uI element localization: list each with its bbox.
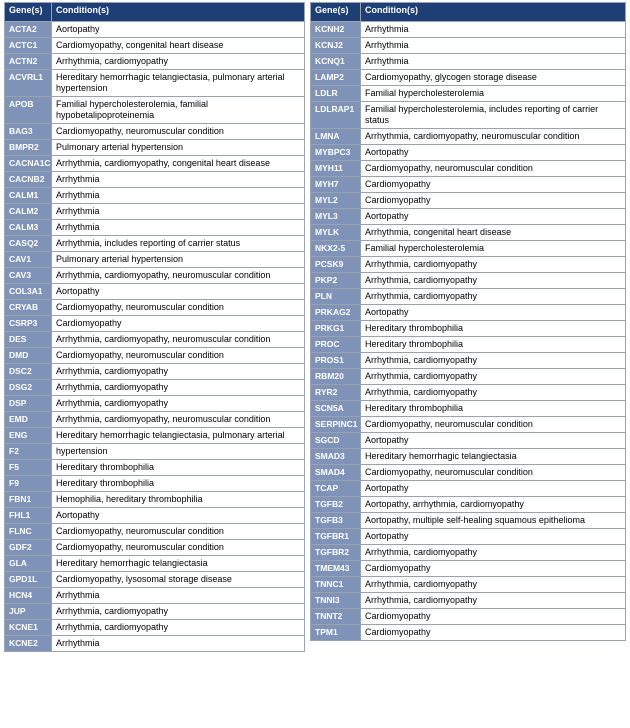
gene-cell: ACVRL1 xyxy=(5,70,52,97)
gene-cell: EMD xyxy=(5,412,52,428)
condition-cell: Arrhythmia, cardiomyopathy xyxy=(361,545,626,561)
gene-cell: RYR2 xyxy=(311,385,361,401)
table-row xyxy=(311,593,626,609)
condition-cell: Aortopathy xyxy=(361,529,626,545)
gene-cell: KCNE2 xyxy=(5,636,52,652)
gene-table-right xyxy=(310,2,626,641)
gene-cell: PRKG1 xyxy=(311,321,361,337)
gene-cell: DMD xyxy=(5,348,52,364)
gene-cell: CALM1 xyxy=(5,188,52,204)
condition-cell: Arrhythmia, cardiomyopathy xyxy=(361,257,626,273)
gene-cell: CASQ2 xyxy=(5,236,52,252)
condition-cell: Cardiomyopathy, neuromuscular condition xyxy=(52,540,305,556)
gene-cell: F5 xyxy=(5,460,52,476)
table-row xyxy=(311,289,626,305)
condition-cell: Arrhythmia, cardiomyopathy, neuromuscular condition xyxy=(361,129,626,145)
gene-cell: COL3A1 xyxy=(5,284,52,300)
gene-cell: CAV3 xyxy=(5,268,52,284)
gene-cell: LDLR xyxy=(311,86,361,102)
gene-cell: FBN1 xyxy=(5,492,52,508)
condition-cell: Arrhythmia, cardiomyopathy xyxy=(361,385,626,401)
table-row xyxy=(5,348,305,364)
condition-cell: Arrhythmia xyxy=(52,588,305,604)
table-row xyxy=(5,396,305,412)
condition-cell: Cardiomyopathy xyxy=(361,609,626,625)
condition-cell: Aortopathy xyxy=(361,433,626,449)
table-row xyxy=(5,540,305,556)
condition-cell: Cardiomyopathy, neuromuscular condition xyxy=(52,300,305,316)
condition-cell: Arrhythmia xyxy=(361,22,626,38)
condition-cell: Aortopathy xyxy=(361,209,626,225)
table-row xyxy=(5,572,305,588)
condition-cell: Hereditary thrombophilia xyxy=(361,401,626,417)
table-row xyxy=(5,588,305,604)
condition-cell: Arrhythmia, cardiomyopathy xyxy=(52,604,305,620)
table-row xyxy=(5,188,305,204)
table-row xyxy=(5,220,305,236)
condition-cell: Aortopathy xyxy=(52,508,305,524)
table-row xyxy=(5,38,305,54)
gene-cell: SMAD3 xyxy=(311,449,361,465)
table-row xyxy=(311,353,626,369)
condition-cell: Arrhythmia, cardiomyopathy xyxy=(361,273,626,289)
table-row xyxy=(311,225,626,241)
condition-cell: Hereditary thrombophilia xyxy=(52,460,305,476)
table-row xyxy=(5,140,305,156)
table-row xyxy=(5,556,305,572)
gene-cell: SCN5A xyxy=(311,401,361,417)
gene-cell: MYLK xyxy=(311,225,361,241)
table-row xyxy=(311,625,626,641)
gene-cell: CALM2 xyxy=(5,204,52,220)
gene-cell: MYBPC3 xyxy=(311,145,361,161)
gene-cell: TGFBR1 xyxy=(311,529,361,545)
gene-cell: FLNC xyxy=(5,524,52,540)
table-row xyxy=(311,337,626,353)
condition-cell: Arrhythmia, cardiomyopathy, congenital heart disease xyxy=(52,156,305,172)
table-row xyxy=(5,284,305,300)
table-row xyxy=(5,97,305,124)
table-row xyxy=(311,129,626,145)
gene-cell: DSG2 xyxy=(5,380,52,396)
condition-cell: Arrhythmia, cardiomyopathy, neuromuscular condition xyxy=(52,412,305,428)
gene-cell: F2 xyxy=(5,444,52,460)
table-row xyxy=(5,524,305,540)
gene-cell: KCNJ2 xyxy=(311,38,361,54)
gene-cell: MYH7 xyxy=(311,177,361,193)
condition-cell: Arrhythmia, cardiomyopathy, neuromuscular condition xyxy=(52,332,305,348)
condition-cell: Familial hypercholesterolemia xyxy=(361,241,626,257)
condition-cell: Aortopathy xyxy=(361,305,626,321)
condition-cell: Cardiomyopathy xyxy=(52,316,305,332)
table-row xyxy=(311,449,626,465)
table-row xyxy=(311,401,626,417)
condition-cell: Arrhythmia, cardiomyopathy xyxy=(52,396,305,412)
gene-cell: DES xyxy=(5,332,52,348)
table-row xyxy=(311,241,626,257)
gene-cell: PROS1 xyxy=(311,353,361,369)
gene-cell: TCAP xyxy=(311,481,361,497)
gene-cell: CACNA1C xyxy=(5,156,52,172)
table-row xyxy=(5,508,305,524)
gene-cell: ACTC1 xyxy=(5,38,52,54)
gene-cell: CSRP3 xyxy=(5,316,52,332)
gene-cell: SERPINC1 xyxy=(311,417,361,433)
condition-cell: Pulmonary arterial hypertension xyxy=(52,140,305,156)
gene-cell: TGFB3 xyxy=(311,513,361,529)
condition-column-header: Condition(s) xyxy=(52,3,305,22)
condition-cell: Arrhythmia, cardiomyopathy xyxy=(52,620,305,636)
gene-cell: APOB xyxy=(5,97,52,124)
table-row xyxy=(5,444,305,460)
table-row xyxy=(311,305,626,321)
gene-cell: LDLRAP1 xyxy=(311,102,361,129)
gene-cell: HCN4 xyxy=(5,588,52,604)
table-row xyxy=(311,209,626,225)
gene-cell: KCNQ1 xyxy=(311,54,361,70)
table-row xyxy=(311,529,626,545)
condition-cell: Familial hypercholesterolemia, familial hypobetalipoproteinemia xyxy=(52,97,305,124)
gene-table-left-body xyxy=(5,22,305,652)
condition-cell: Cardiomyopathy xyxy=(361,177,626,193)
table-row xyxy=(5,236,305,252)
gene-cell: TNNC1 xyxy=(311,577,361,593)
table-row xyxy=(5,156,305,172)
table-row xyxy=(311,609,626,625)
table-row xyxy=(311,102,626,129)
table-row xyxy=(311,70,626,86)
gene-cell: KCNE1 xyxy=(5,620,52,636)
gene-cell: SMAD4 xyxy=(311,465,361,481)
gene-cell: PLN xyxy=(311,289,361,305)
table-row xyxy=(311,417,626,433)
table-row xyxy=(311,545,626,561)
condition-cell: Cardiomyopathy, neuromuscular condition xyxy=(52,124,305,140)
condition-cell: Arrhythmia, cardiomyopathy xyxy=(361,577,626,593)
gene-cell: F9 xyxy=(5,476,52,492)
condition-cell: Arrhythmia, cardiomyopathy xyxy=(52,364,305,380)
table-row xyxy=(311,513,626,529)
table-row xyxy=(5,412,305,428)
condition-cell: Arrhythmia xyxy=(52,204,305,220)
condition-cell: Cardiomyopathy, congenital heart disease xyxy=(52,38,305,54)
condition-cell: Arrhythmia xyxy=(52,636,305,652)
gene-cell: DSC2 xyxy=(5,364,52,380)
gene-cell: TGFBR2 xyxy=(311,545,361,561)
table-row xyxy=(5,604,305,620)
table-row xyxy=(311,177,626,193)
gene-cell: LMNA xyxy=(311,129,361,145)
condition-cell: Cardiomyopathy, neuromuscular condition xyxy=(52,348,305,364)
gene-cell: BMPR2 xyxy=(5,140,52,156)
gene-cell: BAG3 xyxy=(5,124,52,140)
table-row xyxy=(311,22,626,38)
condition-cell: Arrhythmia, cardiomyopathy xyxy=(361,369,626,385)
gene-column-header: Gene(s) xyxy=(311,3,361,22)
gene-cell: SGCD xyxy=(311,433,361,449)
gene-cell: CAV1 xyxy=(5,252,52,268)
table-row xyxy=(5,460,305,476)
condition-cell: Hereditary hemorrhagic telangiectasia, pulmonary arterial hypertension xyxy=(52,70,305,97)
gene-cell: MYL2 xyxy=(311,193,361,209)
table-row xyxy=(311,38,626,54)
gene-cell: KCNH2 xyxy=(311,22,361,38)
condition-cell: Cardiomyopathy, neuromuscular condition xyxy=(361,417,626,433)
condition-cell: Arrhythmia, cardiomyopathy, neuromuscular condition xyxy=(52,268,305,284)
table-row xyxy=(311,86,626,102)
condition-cell: Cardiomyopathy xyxy=(361,625,626,641)
table-row xyxy=(5,172,305,188)
condition-cell: hypertension xyxy=(52,444,305,460)
condition-cell: Cardiomyopathy, neuromuscular condition xyxy=(361,161,626,177)
gene-cell: CACNB2 xyxy=(5,172,52,188)
gene-cell: FHL1 xyxy=(5,508,52,524)
condition-cell: Aortopathy, multiple self-healing squamous epithelioma xyxy=(361,513,626,529)
table-row xyxy=(311,145,626,161)
condition-cell: Aortopathy xyxy=(361,145,626,161)
condition-cell: Arrhythmia, cardiomyopathy xyxy=(361,289,626,305)
condition-cell: Arrhythmia, cardiomyopathy xyxy=(52,380,305,396)
gene-cell: MYL3 xyxy=(311,209,361,225)
condition-cell: Hereditary thrombophilia xyxy=(361,337,626,353)
condition-column-header: Condition(s) xyxy=(361,3,626,22)
condition-cell: Arrhythmia xyxy=(361,38,626,54)
gene-cell: TNNI3 xyxy=(311,593,361,609)
table-row xyxy=(311,577,626,593)
condition-cell: Aortopathy xyxy=(52,22,305,38)
condition-cell: Cardiomyopathy xyxy=(361,193,626,209)
gene-table-left xyxy=(4,2,305,652)
table-row xyxy=(5,124,305,140)
gene-cell: TMEM43 xyxy=(311,561,361,577)
header-row xyxy=(311,3,626,22)
table-row xyxy=(5,428,305,444)
table-row xyxy=(311,481,626,497)
table-row xyxy=(311,193,626,209)
condition-cell: Hereditary thrombophilia xyxy=(361,321,626,337)
condition-cell: Hereditary hemorrhagic telangiectasia xyxy=(361,449,626,465)
condition-cell: Cardiomyopathy xyxy=(361,561,626,577)
condition-cell: Arrhythmia, cardiomyopathy xyxy=(361,593,626,609)
condition-cell: Aortopathy xyxy=(52,284,305,300)
table-row xyxy=(311,54,626,70)
gene-cell: ENG xyxy=(5,428,52,444)
gene-cell: ACTA2 xyxy=(5,22,52,38)
condition-cell: Hereditary hemorrhagic telangiectasia, pulmonary arterial xyxy=(52,428,305,444)
table-row xyxy=(311,433,626,449)
table-row xyxy=(5,316,305,332)
gene-cell: JUP xyxy=(5,604,52,620)
table-row xyxy=(311,385,626,401)
condition-cell: Familial hypercholesterolemia, includes reporting of carrier status xyxy=(361,102,626,129)
gene-cell: TNNT2 xyxy=(311,609,361,625)
gene-cell: MYH11 xyxy=(311,161,361,177)
table-row xyxy=(311,161,626,177)
gene-cell: GPD1L xyxy=(5,572,52,588)
condition-cell: Cardiomyopathy, glycogen storage disease xyxy=(361,70,626,86)
table-row xyxy=(5,204,305,220)
table-row xyxy=(5,70,305,97)
condition-cell: Arrhythmia, cardiomyopathy xyxy=(361,353,626,369)
gene-cell: TPM1 xyxy=(311,625,361,641)
gene-cell: ACTN2 xyxy=(5,54,52,70)
condition-cell: Pulmonary arterial hypertension xyxy=(52,252,305,268)
condition-cell: Arrhythmia xyxy=(52,172,305,188)
condition-cell: Arrhythmia, congenital heart disease xyxy=(361,225,626,241)
condition-cell: Arrhythmia, cardiomyopathy xyxy=(52,54,305,70)
condition-cell: Hereditary hemorrhagic telangiectasia xyxy=(52,556,305,572)
gene-column-header: Gene(s) xyxy=(5,3,52,22)
condition-cell: Hemophilia, hereditary thrombophilia xyxy=(52,492,305,508)
condition-cell: Arrhythmia xyxy=(52,220,305,236)
table-row xyxy=(5,636,305,652)
gene-cell: CALM3 xyxy=(5,220,52,236)
gene-cell: LAMP2 xyxy=(311,70,361,86)
table-row xyxy=(5,252,305,268)
gene-cell: PROC xyxy=(311,337,361,353)
table-row xyxy=(5,492,305,508)
condition-cell: Cardiomyopathy, neuromuscular condition xyxy=(361,465,626,481)
gene-cell: PKP2 xyxy=(311,273,361,289)
table-row xyxy=(5,268,305,284)
gene-cell: NKX2-5 xyxy=(311,241,361,257)
condition-cell: Hereditary thrombophilia xyxy=(52,476,305,492)
condition-cell: Arrhythmia, includes reporting of carrier status xyxy=(52,236,305,252)
table-row xyxy=(311,497,626,513)
table-row xyxy=(5,380,305,396)
gene-cell: GLA xyxy=(5,556,52,572)
table-row xyxy=(311,465,626,481)
table-row xyxy=(5,364,305,380)
gene-cell: RBM20 xyxy=(311,369,361,385)
table-row xyxy=(5,54,305,70)
condition-cell: Arrhythmia xyxy=(52,188,305,204)
gene-cell: CRYAB xyxy=(5,300,52,316)
table-row xyxy=(311,273,626,289)
table-row xyxy=(311,369,626,385)
table-row xyxy=(311,561,626,577)
condition-cell: Arrhythmia xyxy=(361,54,626,70)
gene-cell: PCSK9 xyxy=(311,257,361,273)
gene-cell: PRKAG2 xyxy=(311,305,361,321)
condition-cell: Cardiomyopathy, neuromuscular condition xyxy=(52,524,305,540)
gene-cell: GDF2 xyxy=(5,540,52,556)
table-row xyxy=(5,476,305,492)
condition-cell: Familial hypercholesterolemia xyxy=(361,86,626,102)
condition-cell: Cardiomyopathy, lysosomal storage disease xyxy=(52,572,305,588)
table-row xyxy=(311,257,626,273)
condition-cell: Aortopathy, arrhythmia, cardiomyopathy xyxy=(361,497,626,513)
table-row xyxy=(5,22,305,38)
gene-cell: TGFB2 xyxy=(311,497,361,513)
gene-cell: DSP xyxy=(5,396,52,412)
table-row xyxy=(311,321,626,337)
condition-cell: Aortopathy xyxy=(361,481,626,497)
header-row xyxy=(5,3,305,22)
table-row xyxy=(5,620,305,636)
table-row xyxy=(5,332,305,348)
table-row xyxy=(5,300,305,316)
gene-table-right-body xyxy=(311,22,626,641)
